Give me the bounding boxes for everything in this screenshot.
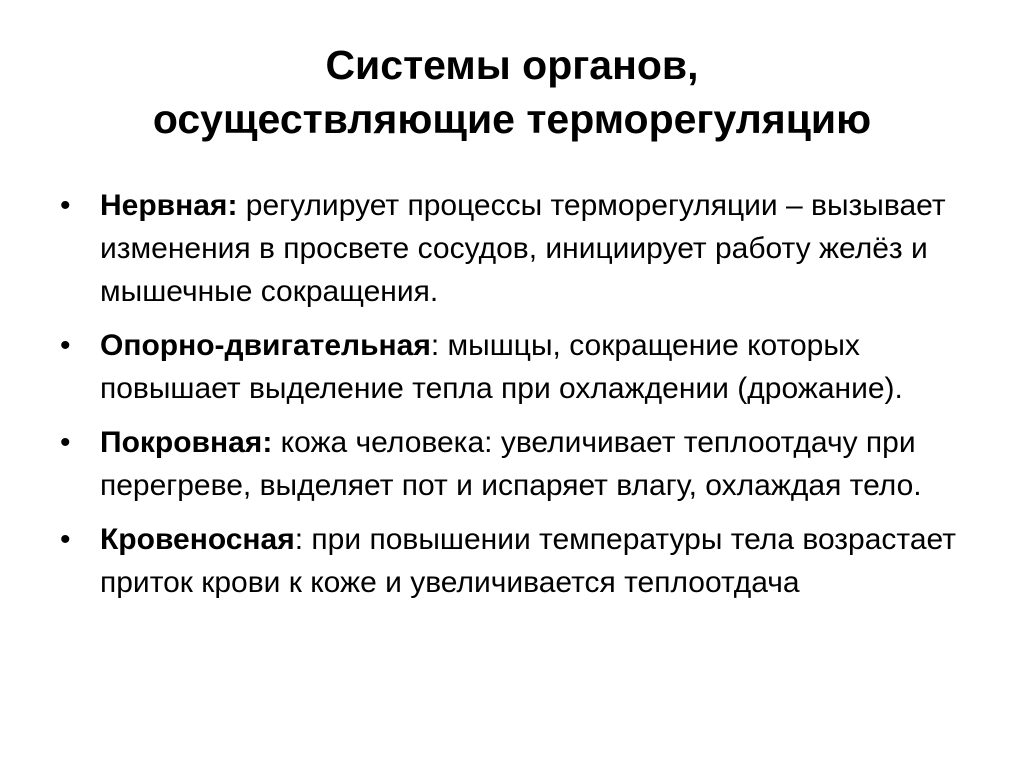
- bullet-text: кожа человека: увеличивает теплоотдачу при перегреве, выделяет пот и испаряет влагу, охлаждая тело.: [100, 426, 922, 502]
- bullet-term-colon: :: [294, 523, 304, 556]
- bullet-icon: •: [60, 189, 71, 222]
- bullet-term-colon: :: [227, 189, 238, 222]
- bullet-term: Опорно-двигательная: [100, 329, 431, 362]
- title-line-1: Системы органов,: [325, 42, 699, 88]
- bullet-text: при повышении температуры тела возрастает приток крови к коже и увеличивается теплоотдача: [100, 523, 956, 599]
- bullet-item-nervous: [60, 184, 970, 313]
- bullet-term: Кровеносная: [100, 523, 295, 556]
- bullet-item-circulatory: [60, 518, 970, 604]
- bullet-text: регулирует процессы терморегуляции – вызывает изменения в просвете сосудов, инициирует работу желёз и мышечные сокращения.: [100, 189, 946, 308]
- bullet-term: Покровная: [100, 426, 263, 459]
- bullet-term-colon: :: [262, 426, 273, 459]
- slide-title: [40, 38, 984, 146]
- bullet-term-colon: :: [430, 329, 440, 362]
- bullet-icon: •: [60, 329, 71, 362]
- title-line-2: осуществляющие терморегуляцию: [152, 96, 872, 142]
- bullet-icon: •: [60, 426, 71, 459]
- bullet-icon: •: [60, 523, 71, 556]
- bullet-item-musculoskeletal: [60, 324, 970, 410]
- bullet-list: [60, 184, 970, 615]
- bullet-item-integumentary: [60, 421, 970, 507]
- bullet-term: Нервная: [100, 189, 228, 222]
- bullet-text: мышцы, сокращение которых повышает выделение тепла при охлаждении (дрожание).: [100, 329, 903, 405]
